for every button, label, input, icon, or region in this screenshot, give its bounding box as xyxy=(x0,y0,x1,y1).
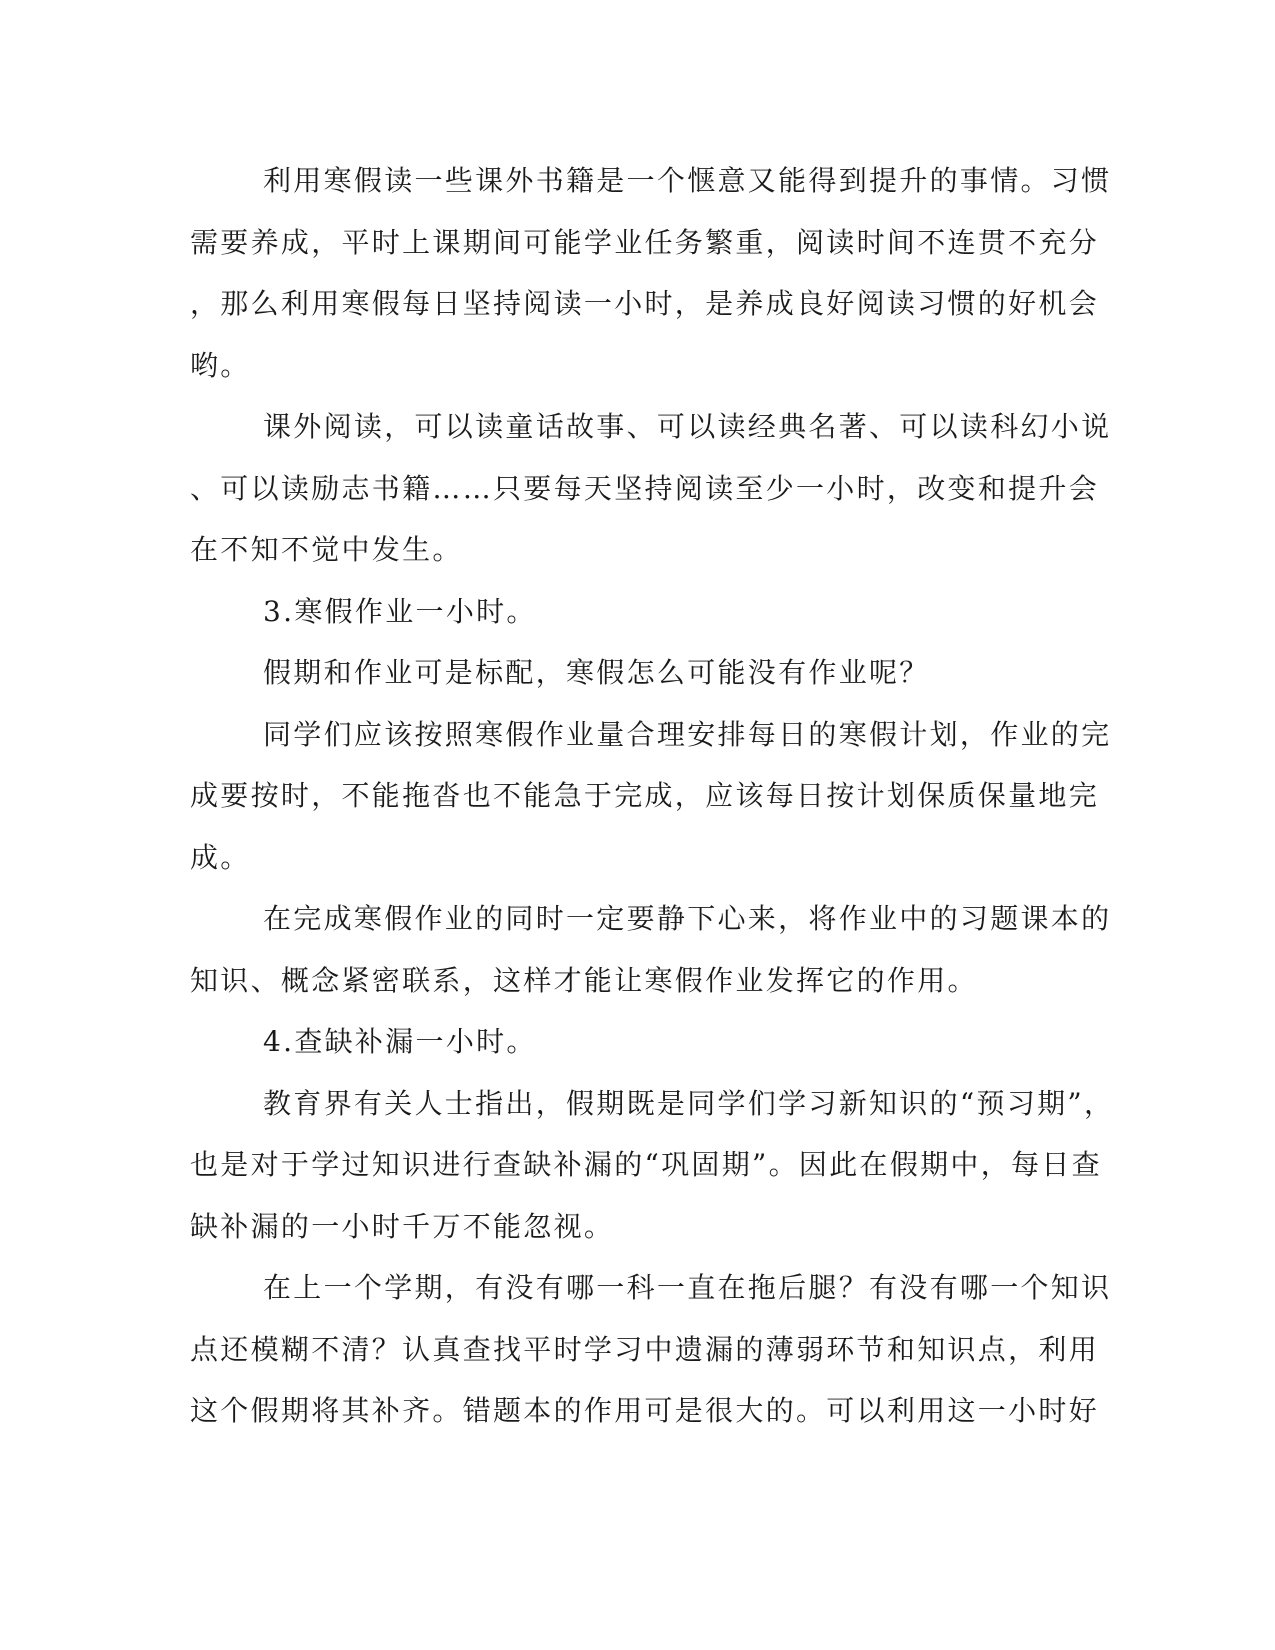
section-heading: 3.寒假作业一小时。 xyxy=(263,594,537,628)
paragraph-line: 教育界有关人士指出，假期既是同学们学习新知识的“预习期”， xyxy=(263,1086,1115,1120)
paragraph-line: ，那么利用寒假每日坚持阅读一小时，是养成良好阅读习惯的好机会 xyxy=(190,287,1100,320)
paragraph-line: 在上一个学期，有没有哪一科一直在拖后腿？有没有哪一个知识 xyxy=(263,1271,1112,1304)
paragraph-line: 课外阅读，可以读童话故事、可以读经典名著、可以读科幻小说 xyxy=(263,410,1112,443)
paragraph-line: 哟。 xyxy=(190,348,251,382)
paragraph-line: 需要养成，平时上课期间可能学业任务繁重，阅读时间不连贯不充分 xyxy=(190,225,1100,259)
paragraph-line: 利用寒假读一些课外书籍是一个惬意又能得到提升的事情。习惯 xyxy=(263,164,1112,197)
paragraph-line: 点还模糊不清？认真查找平时学习中遗漏的薄弱环节和知识点，利用 xyxy=(190,1332,1100,1366)
paragraph-line: 成。 xyxy=(190,840,251,874)
section-heading: 4.查缺补漏一小时。 xyxy=(263,1025,537,1058)
paragraph-line: 在不知不觉中发生。 xyxy=(190,533,463,566)
paragraph-line: 知识、概念紧密联系，这样才能让寒假作业发挥它的作用。 xyxy=(190,963,978,997)
paragraph-line: 假期和作业可是标配，寒假怎么可能没有作业呢？ xyxy=(263,656,930,689)
paragraph-line: 、可以读励志书籍……只要每天坚持阅读至少一小时，改变和提升会 xyxy=(190,471,1100,505)
paragraph-line: 也是对于学过知识进行查缺补漏的“巩固期”。因此在假期中，每日查 xyxy=(190,1148,1102,1181)
paragraph-line: 同学们应该按照寒假作业量合理安排每日的寒假计划，作业的完 xyxy=(263,717,1112,751)
paragraph-line: 在完成寒假作业的同时一定要静下心来，将作业中的习题课本的 xyxy=(263,902,1112,935)
document-body xyxy=(190,162,1115,1454)
paragraph-line: 这个假期将其补齐。错题本的作用可是很大的。可以利用这一小时好 xyxy=(190,1394,1100,1427)
paragraph-line: 缺补漏的一小时千万不能忽视。 xyxy=(190,1209,615,1243)
paragraph-line: 成要按时，不能拖沓也不能急于完成，应该每日按计划保质保量地完 xyxy=(190,779,1100,812)
